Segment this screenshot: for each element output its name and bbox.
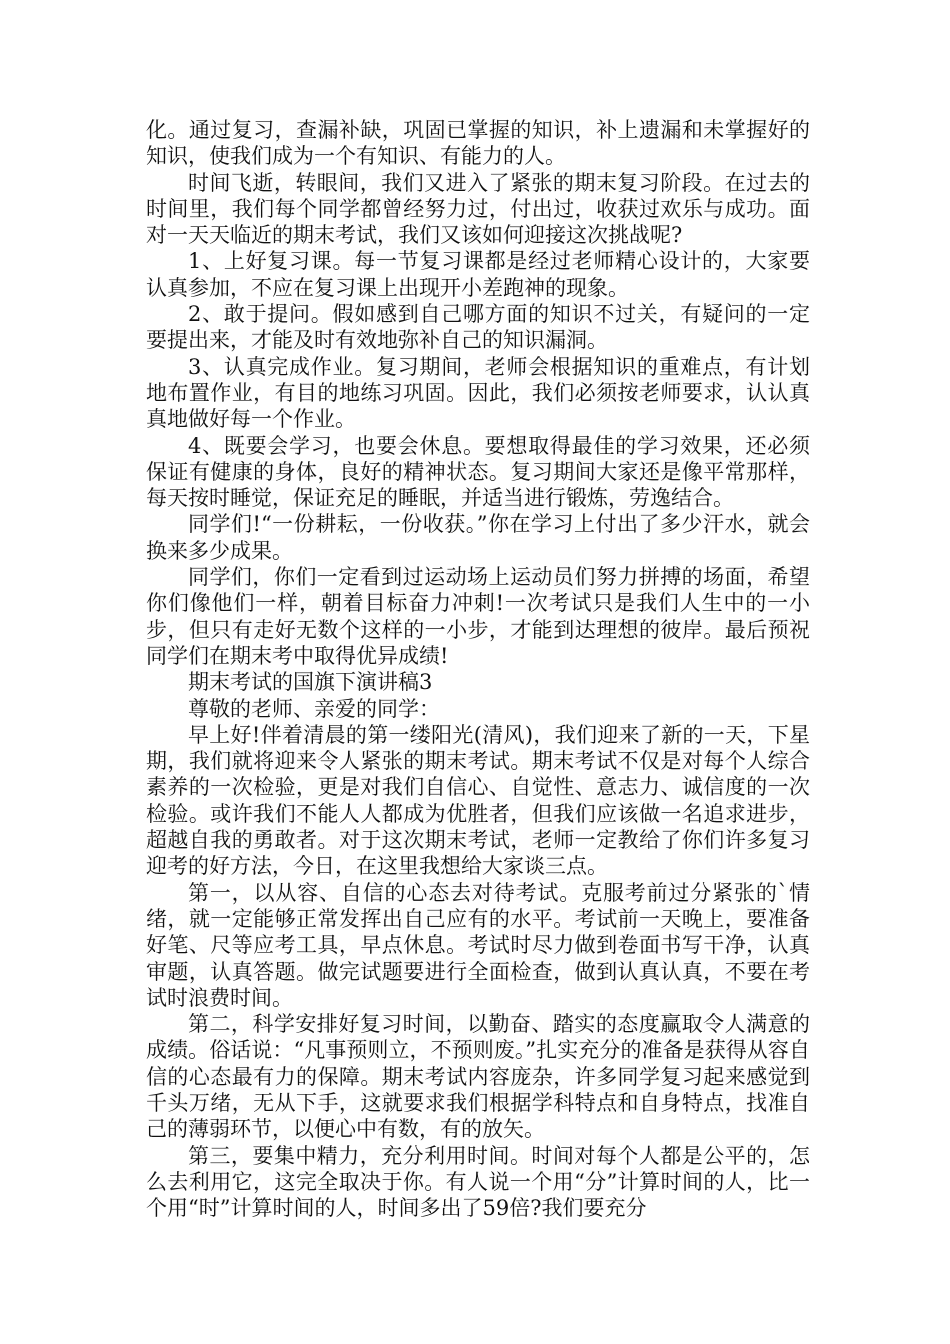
paragraph-5: 3、认真完成作业。复习期间，老师会根据知识的重难点，有计划地布置作业，有目的地练习巩固。因此，我们必须按老师要求，认认真真地做好每一个作业。 xyxy=(146,354,810,432)
salutation: 尊敬的老师、亲爱的同学： xyxy=(188,696,440,721)
paragraph-6: 4、既要会学习，也要会休息。要想取得最佳的学习效果，还必须保证有健康的身体，良好的精神状态。复习期间大家还是像平常那样，每天按时睡觉，保证充足的睡眠，并适当进行锻炼，劳逸结合。 xyxy=(146,433,810,511)
paragraph-14: 第三，要集中精力，充分利用时间。时间对每个人都是公平的，怎么去利用它，这完全取决于你。有人说一个用“分”计算时间的人，比一个用“时”计算时间的人，时间多出了59倍?我们要充分 xyxy=(146,1143,810,1221)
document-page xyxy=(146,117,810,1221)
paragraph-2: 时间飞逝，转眼间，我们又进入了紧张的期末复习阶段。在过去的时间里，我们每个同学都曾经努力过，付出过，收获过欢乐与成功。面对一天天临近的期末考试，我们又该如何迎接这次挑战呢? xyxy=(146,170,810,248)
paragraph-4: 2、敢于提问。假如感到自己哪方面的知识不过关，有疑问的一定要提出来，才能及时有效地弥补自己的知识漏洞。 xyxy=(146,302,810,353)
paragraph-12: 第一，以从容、自信的心态去对待考试。克服考前过分紧张的`情绪，就一定能够正常发挥出自己应有的水平。考试前一天晚上，要准备好笔、尺等应考工具，早点休息。考试时尽力做到卷面书写干净，认真审题，认真答题。做完试题要进行全面检查，做到认真认真，不要在考试时浪费时间。 xyxy=(146,880,810,1010)
section-title: 期末考试的国旗下演讲稿3 xyxy=(188,670,433,695)
paragraph-13: 第二，科学安排好复习时间，以勤奋、踏实的态度赢取令人满意的成绩。俗话说：“凡事预则立，不预则废。”扎实充分的准备是获得从容自信的心态最有力的保障。期末考试内容庞杂，许多同学复习起来感觉到千头万绪，无从下手，这就要求我们根据学科特点和自身特点，找准自己的薄弱环节，以便心中有数，有的放矢。 xyxy=(146,1012,810,1142)
paragraph-7: 同学们!“一份耕耘，一份收获。”你在学习上付出了多少汗水，就会换来多少成果。 xyxy=(146,512,810,563)
paragraph-11: 早上好!伴着清晨的第一缕阳光(清风)，我们迎来了新的一天，下星期，我们就将迎来令人紧张的期末考试。期末考试不仅是对每个人综合素养的一次检验，更是对我们自信心、自觉性、意志力、诚信度的一次检验。或许我们不能人人都成为优胜者，但我们应该做一名追求进步，超越自我的勇敢者。对于这次期末考试，老师一定教给了你们许多复习迎考的好方法，今日，在这里我想给大家谈三点。 xyxy=(146,722,810,879)
paragraph-3: 1、上好复习课。每一节复习课都是经过老师精心设计的，大家要认真参加，不应在复习课上出现开小差跑神的现象。 xyxy=(146,249,810,300)
paragraph-1: 化。通过复习，查漏补缺，巩固已掌握的知识，补上遗漏和未掌握好的知识，使我们成为一个有知识、有能力的人。 xyxy=(146,118,810,169)
paragraph-8: 同学们，你们一定看到过运动场上运动员们努力拼搏的场面，希望你们像他们一样，朝着目标奋力冲刺!一次考试只是我们人生中的一小步，但只有走好无数个这样的一小步，才能到达理想的彼岸。最后预祝同学们在期末考中取得优异成绩! xyxy=(146,565,810,668)
